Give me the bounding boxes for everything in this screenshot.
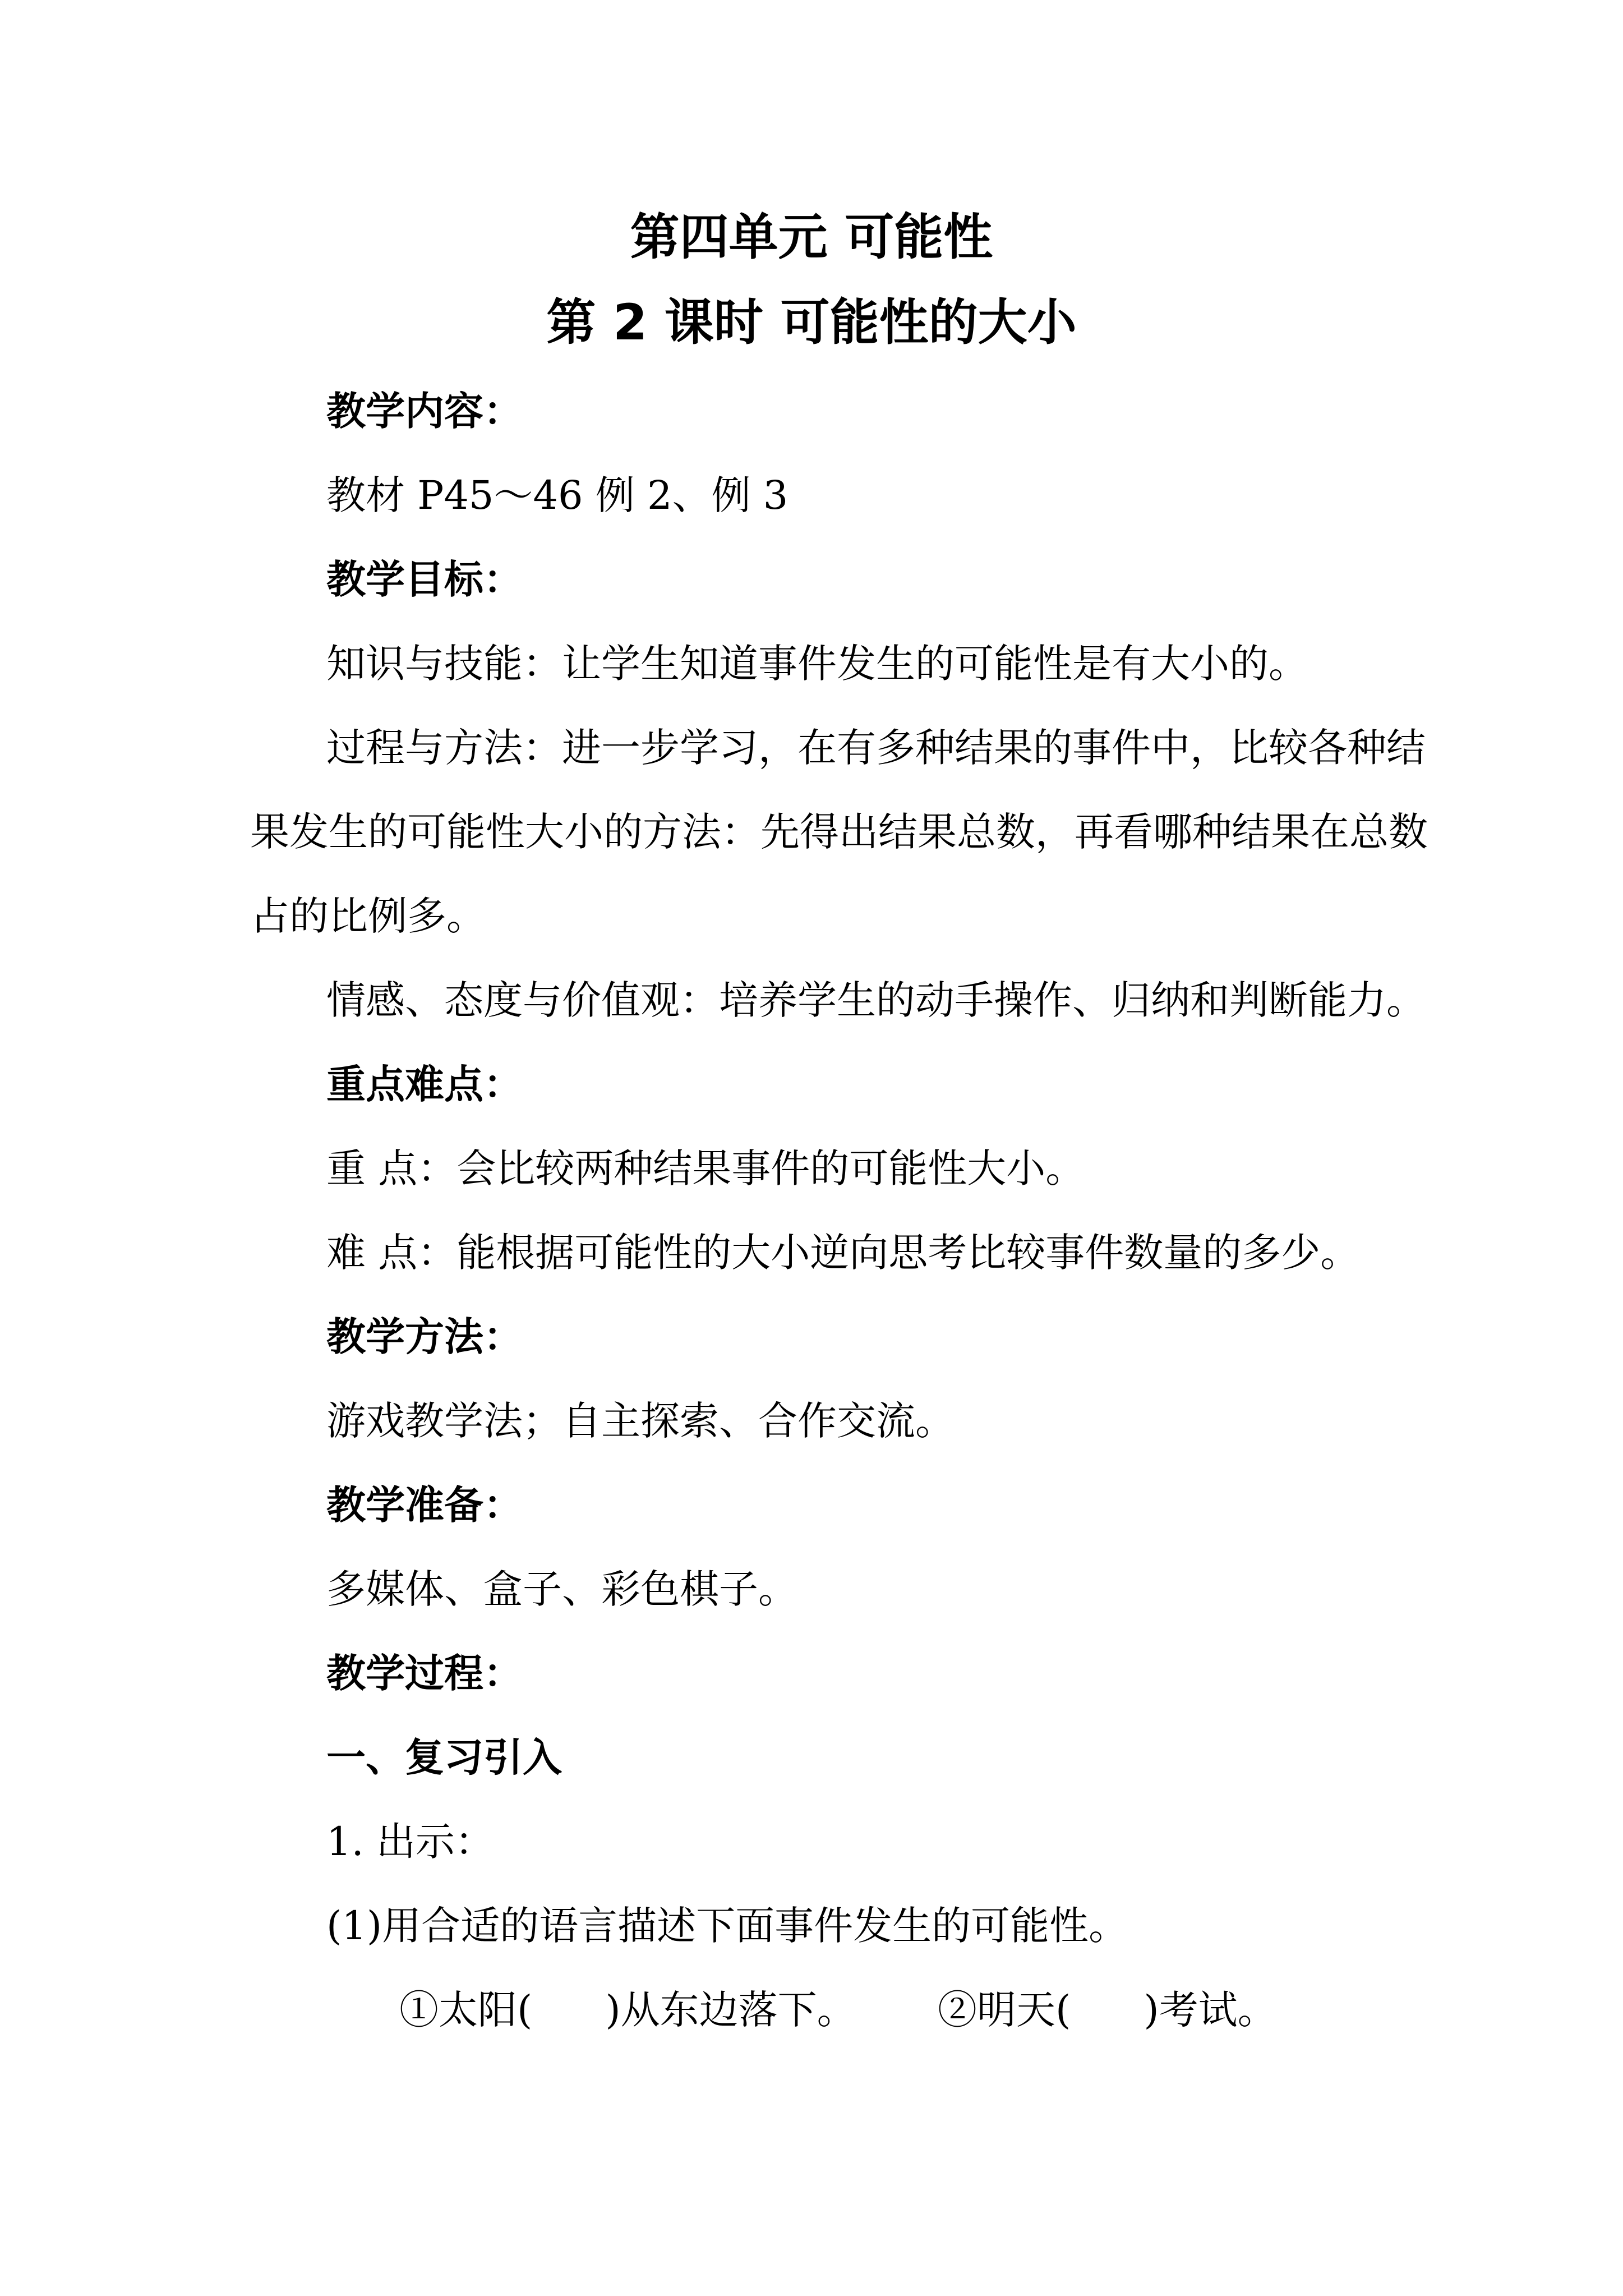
method-text: 游戏教学法；自主探索、合作交流。 [326, 1398, 955, 1444]
content-text: 教材 P45～46 例 2、例 3 [326, 472, 789, 518]
preparation-heading: 教学准备： [326, 1482, 523, 1528]
process-heading: 教学过程： [326, 1650, 523, 1696]
objective-emotion: 情感、态度与价值观：培养学生的动手操作、归纳和判断能力。 [326, 977, 1426, 1023]
objective-process-line1: 过程与方法：进一步学习，在有多种结果的事件中，比较各种结 [326, 725, 1426, 771]
question-1-prefix: ①太阳( [399, 1987, 533, 2033]
question-2-prefix: ②明天( [938, 1987, 1071, 2033]
keypoints-heading: 重点难点： [326, 1061, 523, 1107]
item1-sub1: (1)用合适的语言描述下面事件发生的可能性。 [326, 1903, 1128, 1949]
difficulty-text: 难 点：能根据可能性的大小逆向思考比较事件数量的多少。 [326, 1230, 1360, 1276]
question-2-suffix: )考试。 [1144, 1987, 1277, 2033]
question-2 [938, 1985, 1277, 2035]
item1: 1. 出示： [326, 1819, 495, 1865]
unit-title: 第四单元 可能性 [630, 208, 993, 266]
content-heading: 教学内容： [326, 388, 523, 434]
keypoint-text: 重 点：会比较两种结果事件的可能性大小。 [326, 1145, 1085, 1191]
preparation-text: 多媒体、盒子、彩色棋子。 [326, 1566, 797, 1612]
objective-process-line2: 果发生的可能性大小的方法：先得出结果总数，再看哪种结果在总数 [250, 809, 1428, 855]
objective-process-line3: 占的比例多。 [250, 893, 486, 939]
part1-heading: 一、复习引入 [326, 1734, 562, 1780]
objectives-heading: 教学目标： [326, 556, 523, 602]
question-1 [399, 1985, 856, 2035]
question-1-suffix: )从东边落下。 [605, 1987, 856, 2033]
objective-knowledge: 知识与技能：让学生知道事件发生的可能性是有大小的。 [326, 641, 1308, 687]
lesson-title: 第 2 课时 可能性的大小 [546, 293, 1077, 351]
method-heading: 教学方法： [326, 1314, 523, 1360]
